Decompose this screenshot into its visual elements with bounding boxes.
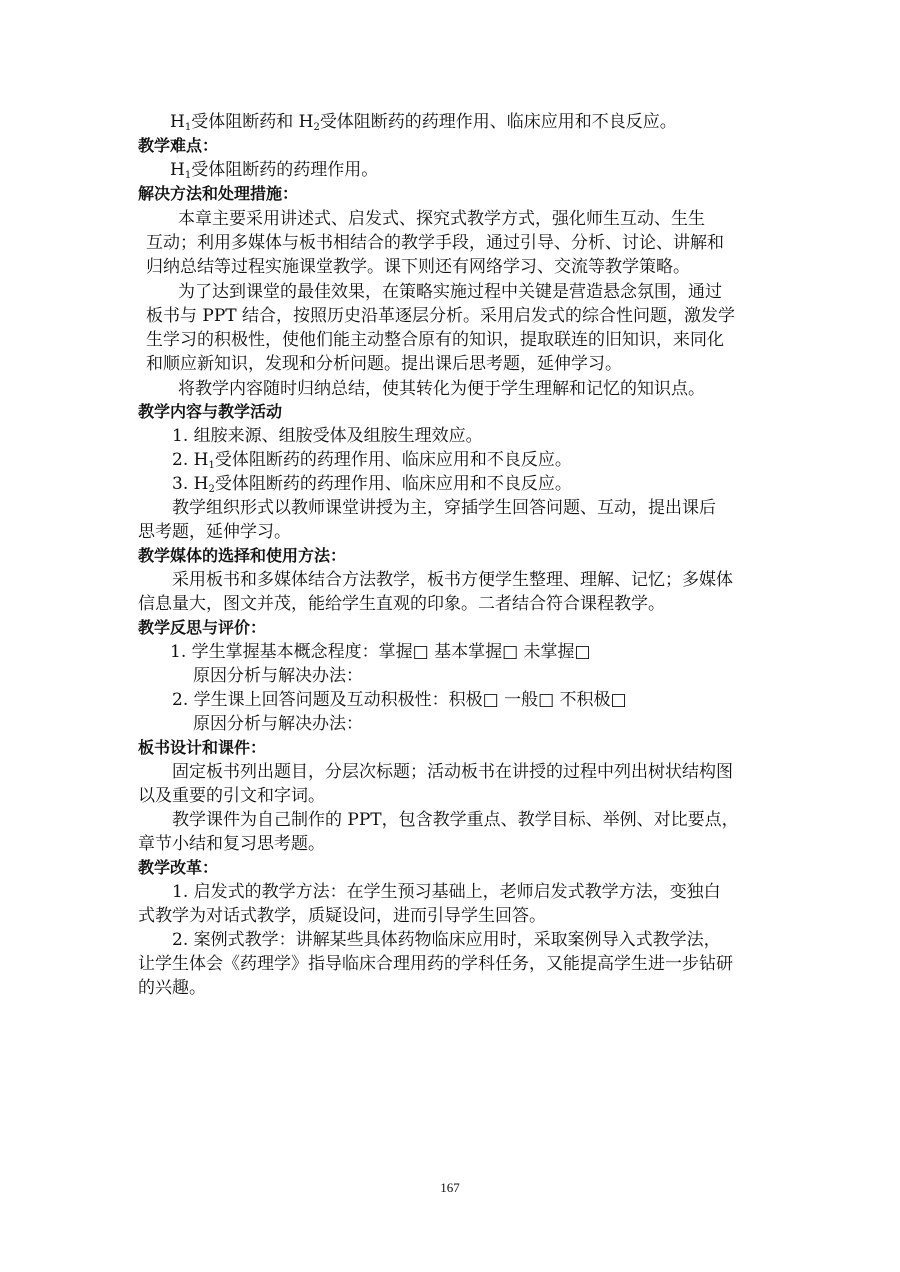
- media-para-line: 采用板书和多媒体结合方法教学，板书方便学生整理、理解、记忆；多媒体: [172, 570, 733, 590]
- methods-p2-line: 和顺应新知识，发现和分析问题。提出课后思考题，延伸学习。: [146, 354, 622, 374]
- methods-p2-line: 为了达到课堂的最佳效果，在策略实施过程中关键是营造悬念氛围，通过: [178, 282, 722, 302]
- methods-p1-line: 互动；利用多媒体与板书相结合的教学手段，通过引导、分析、讨论、讲解和: [146, 233, 724, 253]
- content-para-line: 思考题，延伸学习。: [138, 522, 291, 542]
- board-p2-line: 教学课件为自己制作的 PPT，包含教学重点、教学目标、举例、对比要点，: [172, 810, 739, 830]
- methods-p1-line: 本章主要采用讲述式、启发式、探究式教学方式，强化师生互动、生生: [178, 209, 705, 229]
- heading-reflection: 教学反思与评价：: [138, 618, 267, 637]
- methods-p3-line: 将教学内容随时归纳总结，使其转化为便于学生理解和记忆的知识点。: [178, 379, 705, 399]
- board-p1-line: 固定板书列出题目，分层次标题；活动板书在讲授的过程中列出树状结构图: [172, 762, 733, 782]
- reflection-question-1: 1. 学生掌握基本概念程度：掌握□ 基本掌握□ 未掌握□: [170, 642, 591, 662]
- intro-line: $H_1$受体阻断药和 $H_2$受体阻断药的药理作用、临床应用和不良反应。: [170, 112, 677, 133]
- heading-board: 板书设计和课件：: [138, 738, 267, 757]
- heading-methods: 解决方法和处理措施：: [138, 184, 299, 203]
- content-para-line: 教学组织形式以教师课堂讲授为主，穿插学生回答问题、互动，提出课后: [172, 498, 716, 518]
- reflection-question-2: 2. 学生课上回答问题及互动积极性：积极□ 一般□ 不积极□: [172, 690, 627, 710]
- content-item-2: 2. $H_1$受体阻断药的药理作用、临床应用和不良反应。: [172, 450, 572, 471]
- content-item-1: 1. 组胺来源、组胺受体及组胺生理效应。: [172, 426, 483, 446]
- board-p2-line: 章节小结和复习思考题。: [138, 834, 325, 854]
- heading-content: 教学内容与教学活动: [138, 402, 283, 421]
- difficulty-line: $H_1$受体阻断药的药理作用。: [170, 160, 379, 181]
- reflection-reason-2: 原因分析与解决办法：: [193, 714, 363, 734]
- heading-reform: 教学改革：: [138, 858, 219, 877]
- reform-p2-line: 2. 案例式教学：讲解某些具体药物临床应用时，采取案例导入式教学法，: [172, 930, 721, 950]
- methods-p2-line: 板书与 PPT 结合，按照历史沿革逐层分析。采用启发式的综合性问题，激发学: [146, 306, 736, 326]
- reflection-reason-1: 原因分析与解决办法：: [193, 666, 363, 686]
- page-number: 167: [440, 1180, 460, 1195]
- content-item-3: 3. $H_2$受体阻断药的药理作用、临床应用和不良反应。: [172, 474, 572, 495]
- media-para-line: 信息量大，图文并茂，能给学生直观的印象。二者结合符合课程教学。: [138, 594, 665, 614]
- heading-media: 教学媒体的选择和使用方法：: [138, 546, 347, 565]
- reform-p1-line: 式教学为对话式教学，质疑设问，进而引导学生回答。: [138, 906, 546, 926]
- reform-p1-line: 1. 启发式的教学方法：在学生预习基础上，老师启发式教学方法，变独白: [172, 882, 721, 902]
- reform-p2-line: 的兴趣。: [138, 978, 206, 998]
- methods-p2-line: 生学习的积极性，使他们能主动整合原有的知识，提取联连的旧知识，来同化: [146, 330, 724, 350]
- board-p1-line: 以及重要的引文和字词。: [138, 786, 325, 806]
- methods-p1-line: 归纳总结等过程实施课堂教学。课下则还有网络学习、交流等教学策略。: [146, 257, 690, 277]
- reform-p2-line: 让学生体会《药理学》指导临床合理用药的学科任务，又能提高学生进一步钻研: [138, 954, 733, 974]
- heading-difficulty: 教学难点：: [138, 136, 219, 155]
